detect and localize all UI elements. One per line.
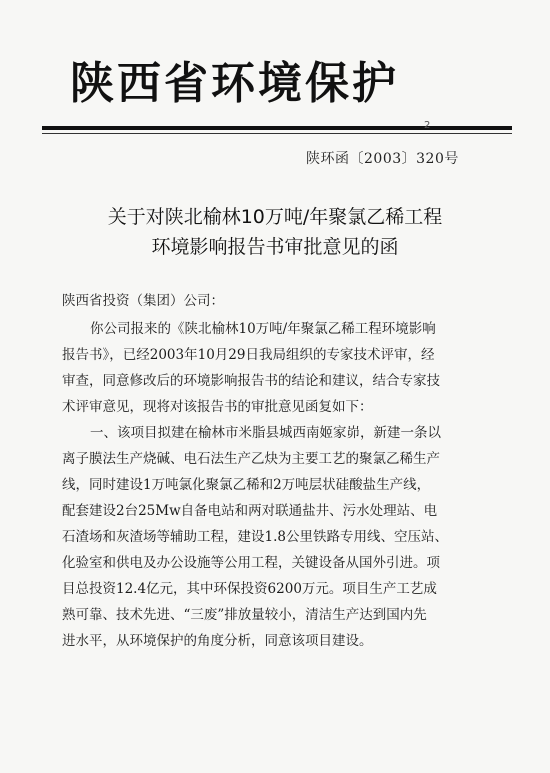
paragraph-1-line: 审查，同意修改后的环境影响报告书的结论和建议，结合专家技	[62, 373, 440, 389]
paragraph-2	[62, 420, 482, 654]
paragraph-1-line: 术评审意见，现将对该报告书的审批意见函复如下：	[62, 399, 373, 415]
paragraph-2-line: 化验室和供电及办公设施等公用工程，关键设备从国外引进。项	[62, 555, 440, 571]
letter-body	[62, 288, 482, 654]
header-rule-thick	[42, 126, 512, 130]
paragraph-1	[62, 316, 482, 420]
paragraph-2-line: 进水平，从环境保护的角度分析，同意该项目建设。	[62, 633, 373, 649]
paragraph-1-line: 报告书》，已经2003年10月29日我局组织的专家技术评审，经	[62, 347, 435, 363]
salutation: 陕西省投资（集团）公司：	[62, 293, 224, 309]
header-rule-thin	[42, 133, 512, 134]
paragraph-2-line: 一、该项目拟建在榆林市米脂县城西南姬家峁，新建一条以	[90, 425, 441, 441]
title-line-1: 关于对陕北榆林10万吨/年聚氯乙稀工程	[107, 206, 443, 228]
title-line-2: 环境影响报告书审批意见的函	[151, 236, 399, 258]
paragraph-2-line: 离子膜法生产烧碱、电石法生产乙炔为主要工艺的聚氯乙稀生产	[62, 451, 440, 467]
paragraph-2-line: 线，同时建设1万吨氯化聚氯乙稀和2万吨层状硅酸盐生产线，	[62, 477, 431, 493]
paragraph-2-line: 石渣场和灰渣场等辅助工程，建设1.8公里铁路专用线、空压站、	[62, 529, 448, 545]
paragraph-2-line: 熟可靠、技术先进、“三废”排放量较小，清洁生产达到国内先	[62, 607, 427, 623]
document-number: 陕环函〔2003〕320号	[306, 151, 459, 167]
scan-mark: 2	[424, 120, 431, 131]
paragraph-1-line: 你公司报来的《陕北榆林10万吨/年聚氯乙稀工程环境影响	[90, 321, 436, 337]
issuing-authority-title: 陕西省环境保护	[70, 58, 399, 109]
paragraph-2-line: 配套建设2台25Mw自备电站和两对联通盐井、污水处理站、电	[62, 503, 438, 519]
paragraph-2-line: 目总投资12.4亿元，其中环保投资6200万元。项目生产工艺成	[62, 581, 437, 597]
document-title	[0, 202, 550, 262]
